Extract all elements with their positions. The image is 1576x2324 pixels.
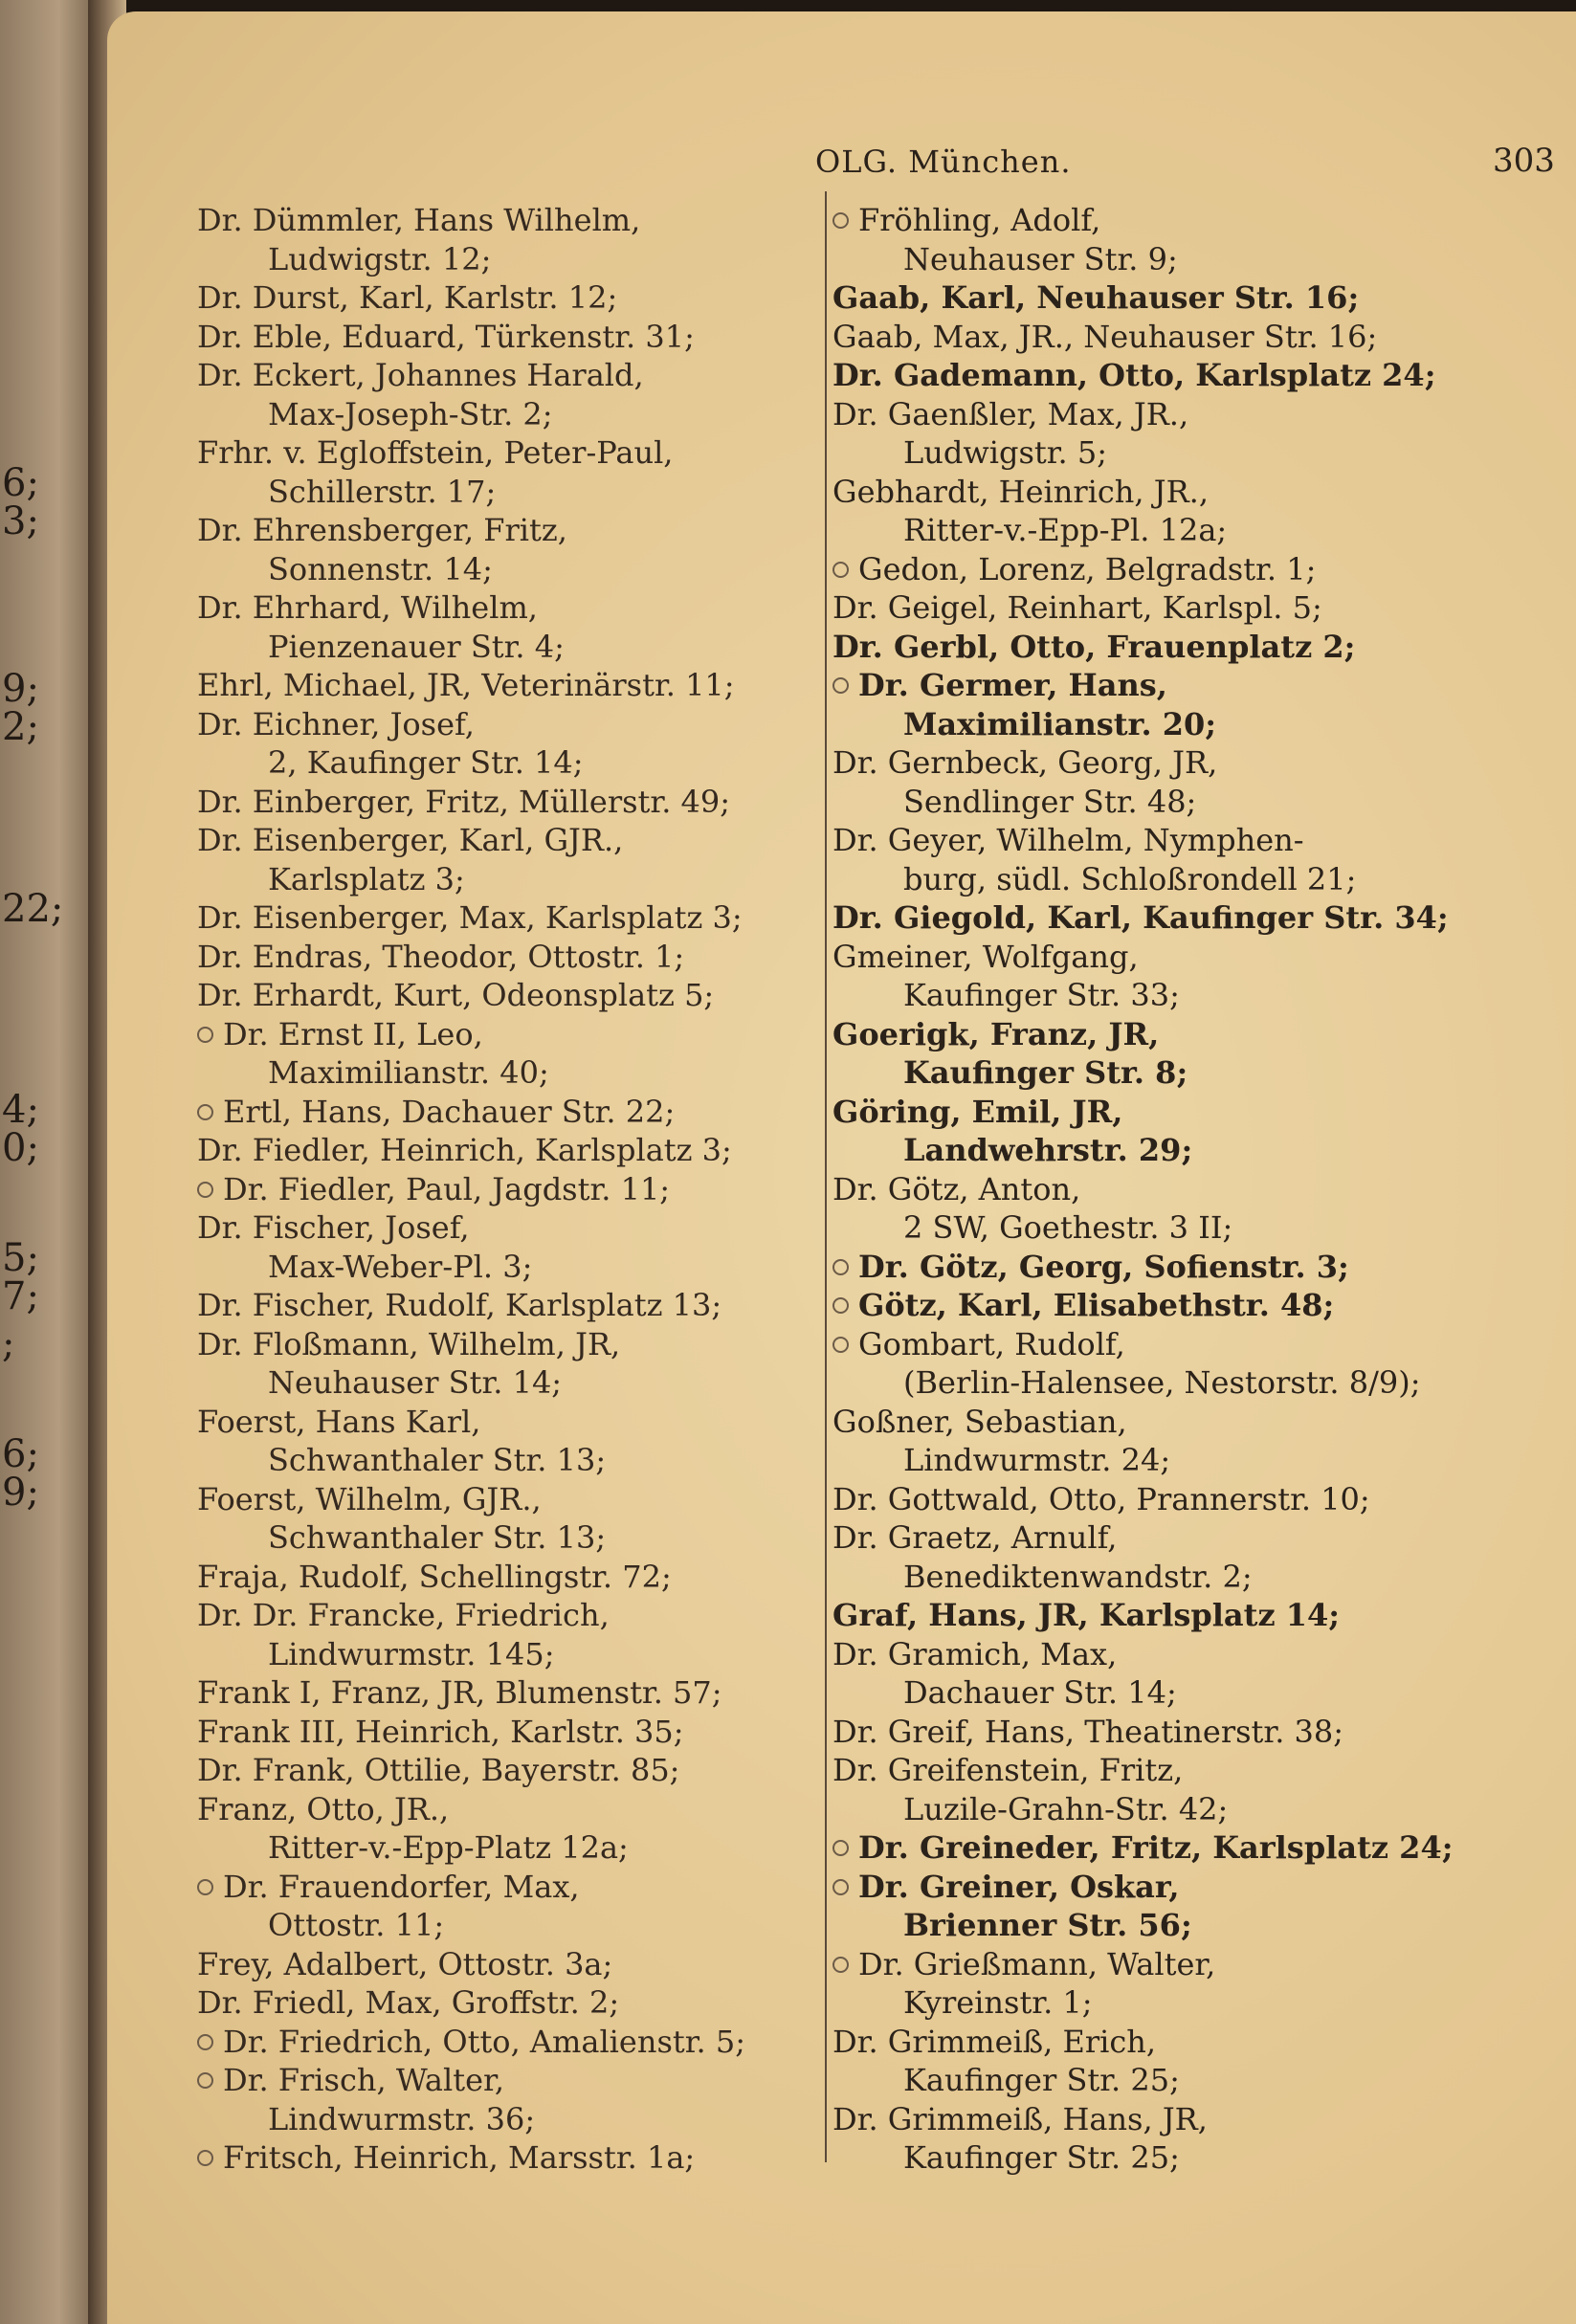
- directory-entry: [197, 1131, 810, 1170]
- directory-entry: [197, 783, 810, 822]
- circle-marker-icon: [832, 212, 849, 229]
- circle-marker-icon: [832, 677, 849, 694]
- entry-address-line: Kaufinger Str. 33;: [903, 977, 1180, 1013]
- entry-name-line: Franz, Otto, JR.,: [197, 1790, 450, 1827]
- directory-entry: [197, 1945, 810, 1984]
- directory-entry: [832, 2023, 1464, 2100]
- entry-address-line: Sendlinger Str. 48;: [903, 783, 1197, 820]
- entry-address-line: Ottostr. 11;: [268, 1907, 445, 1943]
- directory-entry: [197, 705, 810, 783]
- entry-name-line: Gebhardt, Heinrich, JR.,: [832, 473, 1210, 510]
- directory-entry: [197, 1713, 810, 1752]
- directory-entry: [197, 666, 810, 705]
- entry-name-line: Gaab, Max, JR., Neuhauser Str. 16;: [832, 318, 1378, 355]
- circle-marker-icon: [197, 2150, 213, 2166]
- directory-entry: [832, 201, 1464, 278]
- facing-page-text-fragment: 22;: [2, 887, 64, 931]
- entry-name-line: Dr. Ehrensberger, Fritz,: [197, 512, 567, 548]
- directory-entry: [197, 1403, 810, 1480]
- entry-name-line: Frank I, Franz, JR, Blumenstr. 57;: [197, 1674, 722, 1711]
- right-column: [832, 201, 1464, 2178]
- directory-entry: [197, 1286, 810, 1325]
- directory-entry: [832, 666, 1464, 743]
- circle-marker-icon: [832, 1259, 849, 1275]
- directory-entry: [197, 821, 810, 898]
- entry-name-line: Dr. Gaenßler, Max, JR.,: [832, 395, 1189, 432]
- entry-address-line: Neuhauser Str. 9;: [903, 240, 1178, 277]
- directory-entry: [832, 1248, 1464, 1287]
- entry-name-line: Dr. Dümmler, Hans Wilhelm,: [197, 202, 641, 238]
- circle-marker-icon: [832, 1957, 849, 1973]
- entry-address-line: Maximilianstr. 40;: [268, 1054, 549, 1091]
- directory-entry: [832, 473, 1464, 550]
- facing-page-text-fragment: 2;: [2, 705, 39, 749]
- entry-name-line: Dr. Götz, Anton,: [832, 1170, 1081, 1207]
- directory-entry: [197, 1015, 810, 1093]
- circle-marker-icon: [197, 1104, 213, 1120]
- entry-name-line: Dr. Geigel, Reinhart, Karlspl. 5;: [832, 589, 1322, 626]
- entry-name-line: Dr. Gernbeck, Georg, JR,: [832, 744, 1218, 781]
- entry-address-line: Kyreinstr. 1;: [903, 1984, 1093, 2021]
- circle-marker-icon: [197, 2072, 213, 2089]
- entry-name-line: Dr. Friedrich, Otto, Amalienstr. 5;: [223, 2023, 745, 2060]
- entry-address-line: 2 SW, Goethestr. 3 II;: [903, 1209, 1233, 1246]
- entry-name-line: Gaab, Karl, Neuhauser Str. 16;: [832, 279, 1360, 316]
- entry-name-line: Dr. Eisenberger, Max, Karlsplatz 3;: [197, 899, 743, 936]
- entry-address-line: Maximilianstr. 20;: [903, 705, 1217, 742]
- directory-entry: [832, 938, 1464, 1015]
- directory-entry: [832, 1596, 1464, 1635]
- entry-name-line: Dr. Giegold, Karl, Kaufinger Str. 34;: [832, 899, 1449, 936]
- directory-entry: [832, 1480, 1464, 1519]
- running-head: OLG. München.: [815, 144, 1072, 180]
- facing-page-text-fragment: 9;: [2, 667, 39, 711]
- entry-name-line: Fröhling, Adolf,: [858, 202, 1101, 238]
- entry-name-line: Dr. Graetz, Arnulf,: [832, 1519, 1118, 1556]
- entry-address-line: Luzile-Grahn-Str. 42;: [903, 1790, 1229, 1827]
- entry-name-line: Dr. Grießmann, Walter,: [858, 1945, 1216, 1982]
- facing-page-text-fragment: 0;: [2, 1126, 39, 1170]
- directory-entry: [197, 1208, 810, 1286]
- entry-name-line: Frank III, Heinrich, Karlstr. 35;: [197, 1713, 684, 1750]
- directory-entry: [832, 278, 1464, 318]
- entry-name-line: Göring, Emil, JR,: [832, 1093, 1123, 1130]
- entry-address-line: Kaufinger Str. 8;: [903, 1054, 1188, 1091]
- facing-page-text-fragment: 6;: [2, 1432, 39, 1476]
- facing-page-text-fragment: 9;: [2, 1471, 39, 1515]
- entry-name-line: Dr. Erhardt, Kurt, Odeonsplatz 5;: [197, 977, 715, 1013]
- entry-name-line: Dr. Durst, Karl, Karlstr. 12;: [197, 279, 618, 316]
- directory-entry: [197, 1558, 810, 1597]
- entry-address-line: Karlsplatz 3;: [268, 860, 465, 897]
- directory-entry: [832, 550, 1464, 589]
- circle-marker-icon: [832, 562, 849, 578]
- directory-entry: [832, 1093, 1464, 1170]
- directory-entry: [197, 1480, 810, 1558]
- entry-name-line: Dr. Frauendorfer, Max,: [223, 1868, 580, 1905]
- directory-entry: [832, 898, 1464, 938]
- entry-name-line: Dr. Dr. Francke, Friedrich,: [197, 1597, 610, 1633]
- entry-name-line: Ertl, Hans, Dachauer Str. 22;: [223, 1093, 676, 1130]
- entry-name-line: Gombart, Rudolf,: [858, 1325, 1125, 1362]
- directory-entry: [197, 1790, 810, 1868]
- directory-entry: [197, 356, 810, 433]
- circle-marker-icon: [832, 1297, 849, 1314]
- entry-name-line: Gmeiner, Wolfgang,: [832, 938, 1139, 975]
- entry-name-line: Frhr. v. Egloffstein, Peter-Paul,: [197, 434, 674, 471]
- entry-name-line: Götz, Karl, Elisabethstr. 48;: [858, 1287, 1335, 1323]
- directory-entry: [832, 1945, 1464, 2023]
- entry-address-line: Ritter-v.-Epp-Platz 12a;: [268, 1829, 629, 1866]
- directory-entry: [197, 588, 810, 666]
- entry-name-line: Dr. Geyer, Wilhelm, Nymphen-: [832, 822, 1304, 858]
- entry-address-line: Sonnenstr. 14;: [268, 550, 493, 587]
- directory-entry: [197, 433, 810, 511]
- entry-address-line: Kaufinger Str. 25;: [903, 2062, 1180, 2098]
- entry-address-line: Brienner Str. 56;: [903, 1907, 1192, 1943]
- entry-name-line: Fraja, Rudolf, Schellingstr. 72;: [197, 1558, 672, 1595]
- directory-entry: [197, 1170, 810, 1209]
- entry-address-line: Lindwurmstr. 36;: [268, 2100, 536, 2137]
- entry-address-line: Schwanthaler Str. 13;: [268, 1519, 607, 1556]
- entry-address-line: burg, südl. Schloßrondell 21;: [903, 860, 1357, 897]
- directory-entry: [197, 1673, 810, 1713]
- page-number: 303: [1493, 142, 1555, 180]
- entry-name-line: Dr. Grimmeiß, Erich,: [832, 2023, 1157, 2060]
- directory-entry: [832, 1170, 1464, 1248]
- directory-entry: [197, 898, 810, 938]
- entry-address-line: Pienzenauer Str. 4;: [268, 628, 565, 665]
- directory-entry: [197, 938, 810, 977]
- circle-marker-icon: [832, 1840, 849, 1856]
- entry-name-line: Gedon, Lorenz, Belgradstr. 1;: [858, 550, 1317, 587]
- directory-entry: [197, 1751, 810, 1790]
- circle-marker-icon: [197, 2034, 213, 2050]
- circle-marker-icon: [832, 1337, 849, 1353]
- directory-entry: [197, 1325, 810, 1403]
- entry-name-line: Goerigk, Franz, JR,: [832, 1015, 1160, 1052]
- directory-entry: [197, 976, 810, 1015]
- entry-address-line: (Berlin-Halensee, Nestorstr. 8/9);: [903, 1364, 1421, 1401]
- directory-entry: [832, 1751, 1464, 1828]
- directory-entry: [832, 628, 1464, 667]
- entry-name-line: Dr. Gerbl, Otto, Frauenplatz 2;: [832, 628, 1356, 665]
- entry-name-line: Dr. Fischer, Rudolf, Karlsplatz 13;: [197, 1287, 722, 1323]
- entry-address-line: Ludwigstr. 5;: [903, 434, 1107, 471]
- column-divider: [825, 191, 827, 2162]
- directory-entry: [832, 1015, 1464, 1093]
- directory-entry: [197, 2061, 810, 2138]
- directory-entry: [832, 1828, 1464, 1868]
- entry-address-line: Max-Weber-Pl. 3;: [268, 1248, 533, 1285]
- circle-marker-icon: [197, 1182, 213, 1198]
- directory-entry: [832, 743, 1464, 821]
- entry-name-line: Dr. Ernst II, Leo,: [223, 1015, 483, 1052]
- entry-name-line: Dr. Gramich, Max,: [832, 1635, 1118, 1672]
- entry-name-line: Dr. Endras, Theodor, Ottostr. 1;: [197, 938, 685, 975]
- directory-entry: [197, 1093, 810, 1132]
- entry-address-line: Kaufinger Str. 25;: [903, 2139, 1180, 2176]
- directory-entry: [832, 318, 1464, 357]
- entry-name-line: Dr. Gottwald, Otto, Prannerstr. 10;: [832, 1480, 1370, 1517]
- entry-name-line: Dr. Eckert, Johannes Harald,: [197, 357, 644, 393]
- entry-name-line: Dr. Floßmann, Wilhelm, JR,: [197, 1325, 621, 1362]
- directory-entry: [832, 356, 1464, 395]
- directory-entry: [197, 2023, 810, 2062]
- entry-name-line: Dr. Grimmeiß, Hans, JR,: [832, 2100, 1208, 2137]
- entry-name-line: Dr. Friedl, Max, Groffstr. 2;: [197, 1984, 620, 2021]
- entry-address-line: Benediktenwandstr. 2;: [903, 1558, 1253, 1595]
- directory-entry: [832, 1286, 1464, 1325]
- entry-address-line: Neuhauser Str. 14;: [268, 1364, 563, 1401]
- entry-name-line: Dr. Fiedler, Heinrich, Karlsplatz 3;: [197, 1132, 732, 1168]
- facing-page-text-fragment: 3;: [2, 499, 39, 543]
- facing-page-text-fragment: 6;: [2, 461, 39, 505]
- entry-name-line: Graf, Hans, JR, Karlsplatz 14;: [832, 1597, 1341, 1633]
- entry-name-line: Dr. Gademann, Otto, Karlsplatz 24;: [832, 357, 1436, 393]
- directory-entry: [832, 1713, 1464, 1752]
- directory-entry: [197, 511, 810, 588]
- directory-entry: [832, 1868, 1464, 1945]
- directory-entry: [197, 1868, 810, 1945]
- entry-name-line: Dr. Greineder, Fritz, Karlsplatz 24;: [858, 1829, 1454, 1866]
- entry-name-line: Dr. Ehrhard, Wilhelm,: [197, 589, 538, 626]
- facing-page-text-fragment: ;: [2, 1322, 15, 1366]
- entry-address-line: Schwanthaler Str. 13;: [268, 1442, 607, 1478]
- entry-name-line: Dr. Frank, Ottilie, Bayerstr. 85;: [197, 1752, 680, 1788]
- entry-name-line: Fritsch, Heinrich, Marsstr. 1a;: [223, 2139, 696, 2176]
- directory-entry: [197, 318, 810, 357]
- entry-name-line: Dr. Fiedler, Paul, Jagdstr. 11;: [223, 1170, 671, 1207]
- directory-entry: [832, 821, 1464, 898]
- facing-page-text-fragment: 7;: [2, 1274, 39, 1318]
- circle-marker-icon: [197, 1879, 213, 1895]
- entry-name-line: Frey, Adalbert, Ottostr. 3a;: [197, 1945, 613, 1982]
- directory-entry: [832, 1325, 1464, 1403]
- entry-name-line: Dr. Eble, Eduard, Türkenstr. 31;: [197, 318, 695, 355]
- entry-address-line: Landwehrstr. 29;: [903, 1132, 1193, 1168]
- directory-entry: [197, 201, 810, 278]
- directory-entry: [832, 395, 1464, 473]
- entry-name-line: Dr. Einberger, Fritz, Müllerstr. 49;: [197, 783, 731, 820]
- directory-entry: [197, 1596, 810, 1673]
- entry-address-line: Lindwurmstr. 145;: [268, 1635, 555, 1672]
- directory-entry: [832, 1403, 1464, 1480]
- entry-name-line: Dr. Greifenstein, Fritz,: [832, 1752, 1184, 1788]
- facing-page-text-fragment: 4;: [2, 1088, 39, 1132]
- directory-entry: [832, 588, 1464, 628]
- directory-entry: [832, 1518, 1464, 1596]
- directory-entry: [197, 2138, 810, 2178]
- directory-entry: [197, 278, 810, 318]
- entry-name-line: Dr. Greiner, Oskar,: [858, 1868, 1180, 1905]
- entry-name-line: Dr. Fischer, Josef,: [197, 1209, 470, 1246]
- directory-entry: [832, 2100, 1464, 2178]
- directory-entry: [197, 1983, 810, 2023]
- entry-name-line: Ehrl, Michael, JR, Veterinärstr. 11;: [197, 667, 735, 703]
- entry-address-line: Ritter-v.-Epp-Pl. 12a;: [903, 512, 1228, 548]
- entry-address-line: Schillerstr. 17;: [268, 473, 497, 510]
- left-column: [197, 201, 810, 2178]
- entry-address-line: Dachauer Str. 14;: [903, 1674, 1177, 1711]
- entry-name-line: Foerst, Wilhelm, GJR.,: [197, 1480, 542, 1517]
- entry-address-line: 2, Kaufinger Str. 14;: [268, 744, 584, 781]
- facing-page-text-fragment: 5;: [2, 1236, 39, 1280]
- entry-name-line: Dr. Eichner, Josef,: [197, 705, 475, 742]
- entry-name-line: Dr. Greif, Hans, Theatinerstr. 38;: [832, 1713, 1344, 1750]
- entry-name-line: Dr. Germer, Hans,: [858, 667, 1167, 703]
- entry-name-line: Dr. Götz, Georg, Sofienstr. 3;: [858, 1248, 1349, 1285]
- circle-marker-icon: [832, 1879, 849, 1895]
- entry-name-line: Dr. Frisch, Walter,: [223, 2062, 504, 2098]
- entry-name-line: Dr. Eisenberger, Karl, GJR.,: [197, 822, 624, 858]
- entry-address-line: Max-Joseph-Str. 2;: [268, 395, 553, 432]
- entry-address-line: Lindwurmstr. 24;: [903, 1442, 1171, 1478]
- entry-name-line: Foerst, Hans Karl,: [197, 1403, 481, 1440]
- entry-address-line: Ludwigstr. 12;: [268, 240, 492, 277]
- directory-entry: [832, 1635, 1464, 1713]
- circle-marker-icon: [197, 1027, 213, 1043]
- entry-name-line: Goßner, Sebastian,: [832, 1403, 1127, 1440]
